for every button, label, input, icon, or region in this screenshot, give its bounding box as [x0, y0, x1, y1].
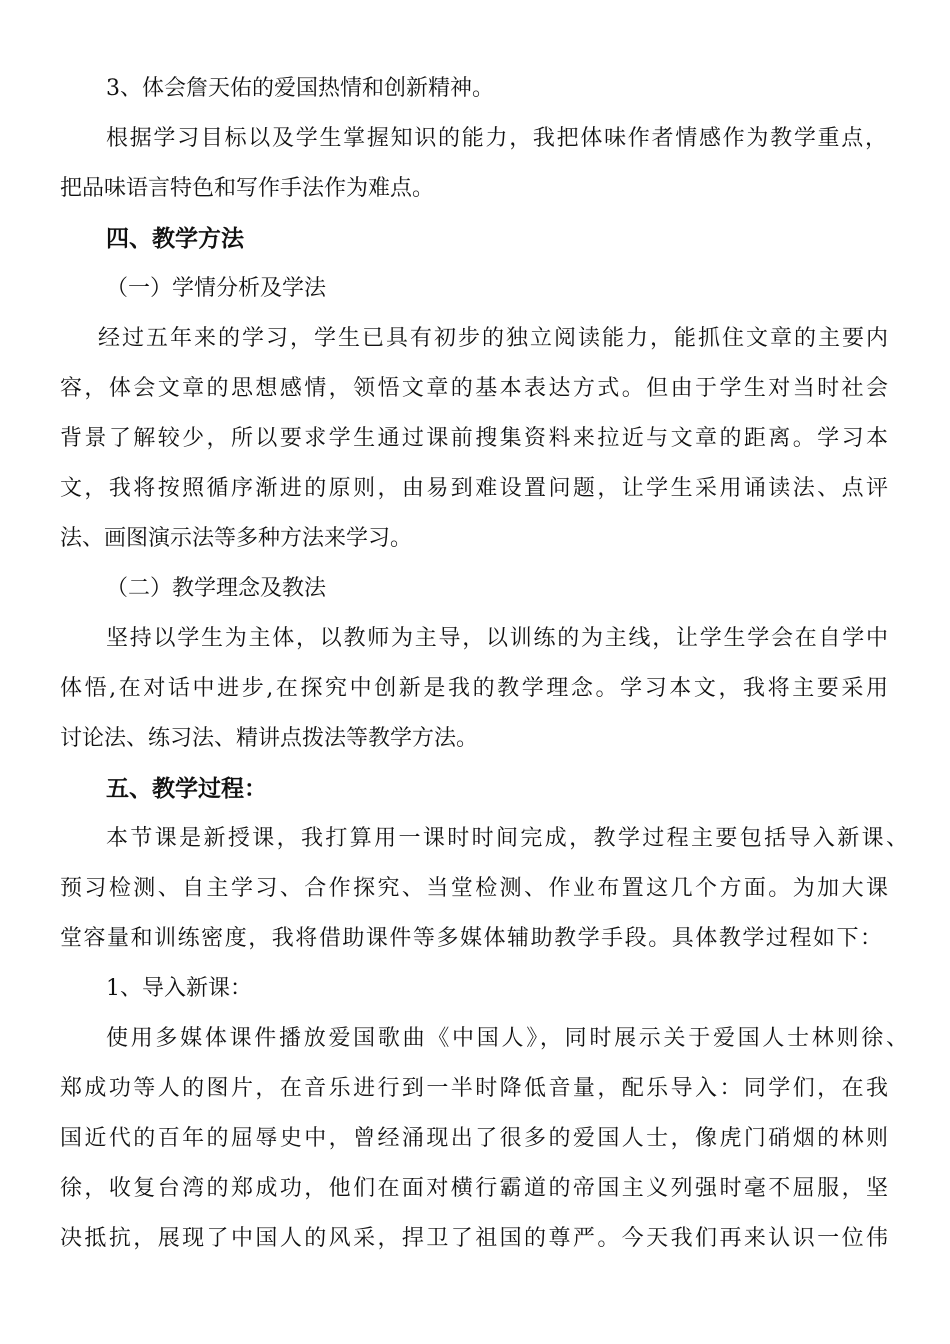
- paragraph-introduction-line-1: 使用多媒体课件播放爱国歌曲《中国人》，同时展示关于爱国人士林则徐、: [106, 1026, 908, 1051]
- step-heading-introduction: 1、导入新课：: [106, 976, 252, 1001]
- section-heading-teaching-process: 五、教学过程：: [106, 776, 267, 802]
- paragraph-introduction-line-5: 决抵抗，展现了中国人的风采，捍卫了祖国的尊严。今天我们再来认识一位伟: [60, 1226, 888, 1251]
- list-item-goal-3: 3、体会詹天佑的爱国热情和创新精神。: [106, 76, 494, 101]
- paragraph-analysis-line-4: 文，我将按照循序渐进的原则，由易到难设置问题，让学生采用诵读法、点评: [60, 476, 888, 501]
- paragraph-analysis-line-1: 经过五年来的学习，学生已具有初步的独立阅读能力，能抓住文章的主要内: [98, 326, 888, 351]
- paragraph-key-points-line-2: 把品味语言特色和写作手法作为难点。: [60, 176, 435, 201]
- paragraph-process-line-2: 预习检测、自主学习、合作探究、当堂检测、作业布置这几个方面。为加大课: [60, 876, 888, 901]
- subsection-heading-learning-analysis: （一）学情分析及学法: [106, 276, 327, 301]
- paragraph-philosophy-line-2: 体悟,在对话中进步,在探究中创新是我的教学理念。学习本文，我将主要采用: [60, 676, 888, 701]
- paragraph-analysis-line-3: 背景了解较少，所以要求学生通过课前搜集资料来拉近与文章的距离。学习本: [60, 426, 888, 451]
- paragraph-introduction-line-2: 郑成功等人的图片，在音乐进行到一半时降低音量，配乐导入：同学们，在我: [60, 1076, 888, 1101]
- section-heading-teaching-methods: 四、教学方法: [106, 226, 244, 252]
- paragraph-philosophy-line-1: 坚持以学生为主体，以教师为主导，以训练的为主线，让学生学会在自学中: [106, 626, 888, 651]
- paragraph-introduction-line-4: 徐，收复台湾的郑成功，他们在面对横行霸道的帝国主义列强时毫不屈服，坚: [60, 1176, 888, 1201]
- subsection-heading-teaching-philosophy: （二）教学理念及教法: [106, 576, 327, 601]
- paragraph-process-line-1: 本节课是新授课，我打算用一课时时间完成，教学过程主要包括导入新课、: [106, 826, 908, 851]
- paragraph-analysis-line-5: 法、画图演示法等多种方法来学习。: [60, 526, 413, 551]
- paragraph-analysis-line-2: 容，体会文章的思想感情，领悟文章的基本表达方式。但由于学生对当时社会: [60, 376, 888, 401]
- paragraph-introduction-line-3: 国近代的百年的屈辱史中，曾经涌现出了很多的爱国人士，像虎门硝烟的林则: [60, 1126, 888, 1151]
- paragraph-process-line-3: 堂容量和训练密度，我将借助课件等多媒体辅助教学手段。具体教学过程如下：: [60, 926, 882, 951]
- paragraph-key-points-line-1: 根据学习目标以及学生掌握知识的能力，我把体味作者情感作为教学重点，: [106, 126, 887, 151]
- paragraph-philosophy-line-3: 讨论法、练习法、精讲点拨法等教学方法。: [60, 726, 479, 751]
